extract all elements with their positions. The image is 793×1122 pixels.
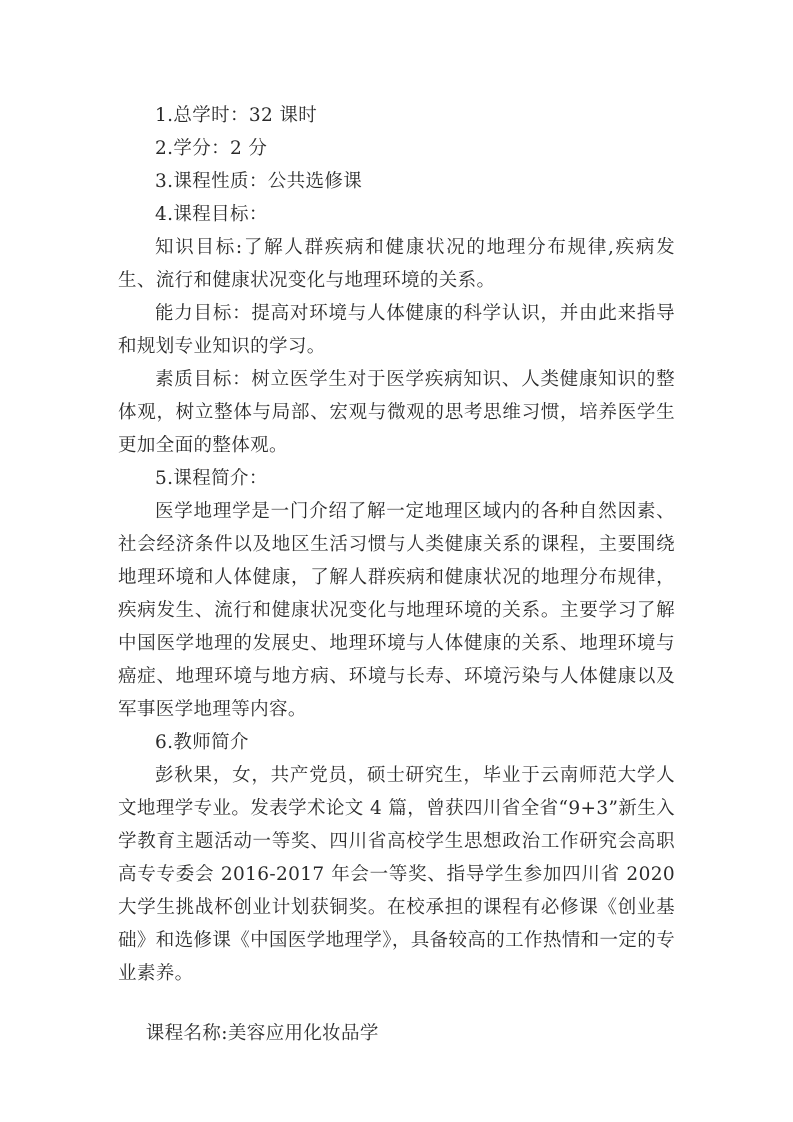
para-credits: 2.学分：2 分 bbox=[155, 138, 268, 159]
para-total-hours: 1.总学时：32 课时 bbox=[155, 105, 318, 126]
para-teacher-heading: 6.教师简介 bbox=[155, 732, 249, 753]
para-ability-objective: 能力目标：提高对环境与人体健康的科学认识，并由此来指导和规划专业知识的学习。 bbox=[118, 303, 675, 357]
para-teacher-bio: 彭秋果，女，共产党员，硕士研究生，毕业于云南师范大学人文地理学专业。发表学术论文 4 篇，曾获四川省全省“9+3”新生入学教育主题活动一等奖、四川省高校学生思想政治工作研究会高职高专专委会 2016-2017 年会一等奖、指导学生参加四川省 2020 大学生挑战杯创业计划获铜奖。在校承担的课程有必修课《创业基础》和选修课《中国医学地理学》，具备较高的工作热情和一定的专业素养。 bbox=[118, 765, 675, 984]
para-course-nature: 3.课程性质：公共选修课 bbox=[155, 171, 363, 192]
para-course-intro-heading: 5.课程简介： bbox=[155, 468, 268, 489]
para-course-objectives-heading: 4.课程目标： bbox=[155, 204, 268, 225]
para-knowledge-objective: 知识目标:了解人群疾病和健康状况的地理分布规律,疾病发生、流行和健康状况变化与地理环境的关系。 bbox=[118, 237, 675, 291]
para-course-intro: 医学地理学是一门介绍了解一定地理区域内的各种自然因素、社会经济条件以及地区生活习惯与人类健康关系的课程，主要围绕地理环境和人体健康，了解人群疾病和健康状况的地理分布规律，疾病发生、流行和健康状况变化与地理环境的关系。主要学习了解中国医学地理的发展史、地理环境与人体健康的关系、地理环境与癌症、地理环境与地方病、环境与长寿、环境污染与人体健康以及军事医学地理等内容。 bbox=[118, 501, 675, 720]
para-quality-objective: 素质目标：树立医学生对于医学疾病知识、人类健康知识的整体观，树立整体与局部、宏观与微观的思考思维习惯，培养医学生更加全面的整体观。 bbox=[118, 369, 675, 456]
para-next-course-name: 课程名称:美容应用化妆品学 bbox=[145, 1023, 379, 1044]
document-body bbox=[118, 99, 675, 1050]
